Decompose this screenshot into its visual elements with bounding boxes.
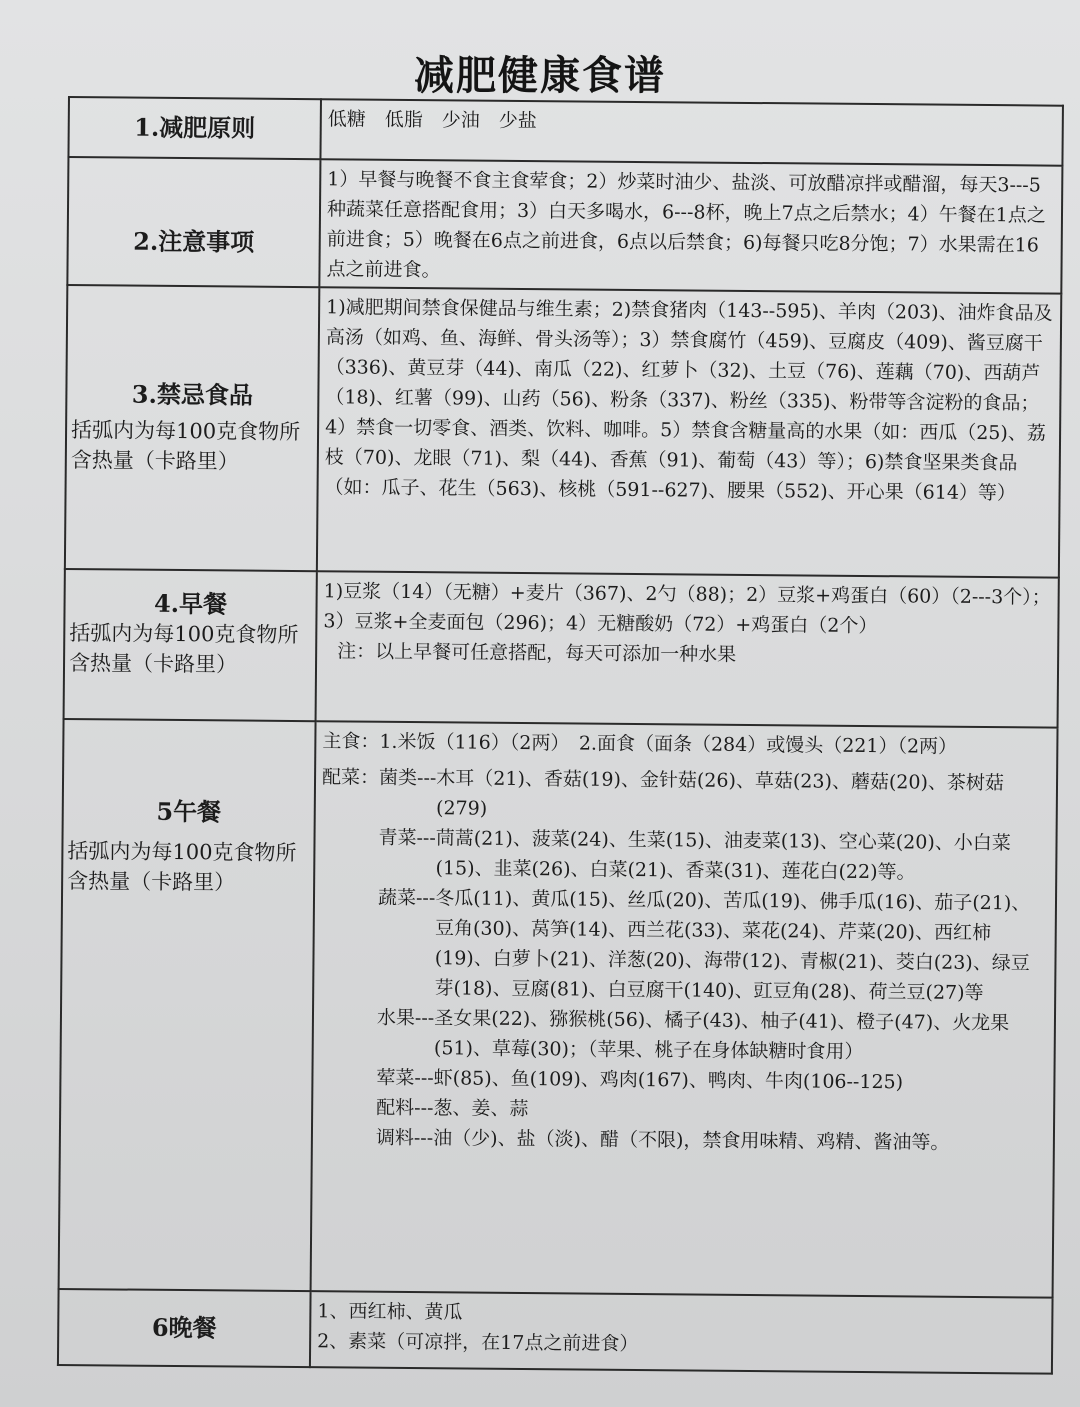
content-cell-forbidden [317, 287, 1061, 577]
label-cell-dinner [58, 1289, 311, 1367]
content-cell-principle [320, 99, 1062, 165]
content-cell-dinner [310, 1291, 1053, 1373]
forbidden-text: 1)减肥期间禁食保健品与维生素；2)禁食猪肉（143--595)、羊肉（203)、油炸食品及高汤（如鸡、鱼、海鲜、骨头汤等）；3）禁食腐竹（459)、豆腐皮（409)、酱豆腐干（336)、黄豆芽（44)、南瓜（22)、红萝卜（32)、土豆（76)、莲藕（70)、西葫芦（18)、红薯（99)、山药（56)、粉条（337)、粉丝（335)、粉带等含淀粉的食品；4）禁食一切零食、酒类、饮料、咖啡。5）禁食含糖量高的水果（如：西瓜（25)、荔枝（70)、龙眼（71)、梨（44)、香蕉（91)、葡萄（43）等）；6)禁食坚果类食品（如：瓜子、花生（563)、核桃（591--627)、腰果（552)、开心果（614）等） [324, 296, 1053, 505]
side-group-fruit [377, 1003, 1048, 1069]
content-cell-notes [319, 159, 1062, 293]
label-breakfast: 4.早餐 [153, 588, 228, 619]
side-group-greens [378, 823, 1049, 889]
side-group-fungi [379, 763, 1050, 829]
lunch-staple-label: 主食： [322, 730, 380, 753]
label-cell-lunch [59, 719, 316, 1291]
side-group-fungi-items: 木耳（21)、香菇(19)、金针菇(26)、草菇(23)、蘑菇(20)、茶树菇(279) [435, 767, 1005, 820]
label-notes: 2.注意事项 [133, 226, 255, 257]
lunch-side-label: 配菜： [321, 766, 380, 789]
content-cell-lunch [311, 721, 1058, 1297]
side-group-greens-name: 青菜--- [378, 826, 436, 850]
page-title: 减肥健康食谱 [414, 52, 666, 99]
row-notes [67, 157, 1062, 294]
label-cell-notes [67, 157, 320, 287]
recipe-table [57, 96, 1064, 1375]
note-forbidden: 括弧内为每100克食物所含热量（卡路里） [70, 418, 301, 474]
row-lunch [59, 719, 1058, 1298]
row-dinner [58, 1289, 1053, 1374]
side-group-meat-items: 虾(85)、鱼(109)、鸡肉(167)、鸭肉、牛肉(106--125) [433, 1067, 904, 1094]
dinner-line-2: 2、素菜（可凉拌，在17点之前进食） [317, 1330, 639, 1356]
label-principle: 1.减肥原则 [134, 112, 256, 143]
label-cell-forbidden [65, 285, 319, 571]
side-group-seasoning [376, 1123, 1047, 1159]
side-group-vegetables [377, 883, 1049, 1009]
dinner-line-1: 1、西红柿、黄瓜 [317, 1300, 463, 1324]
breakfast-line-2: 3）豆浆+全麦面包（296)；4）无糖酸奶（72）+鸡蛋白（2个） [323, 610, 878, 638]
lunch-staple [322, 726, 1050, 762]
side-group-vegetables-name: 蔬菜--- [377, 886, 436, 910]
label-cell-breakfast [64, 569, 317, 721]
side-group-fruit-name: 水果--- [376, 1006, 435, 1030]
breakfast-line-3: 注：以上早餐可任意搭配，每天可添加一种水果 [337, 640, 737, 666]
label-cell-principle [68, 97, 321, 159]
side-group-seasoning-items: 油（少)、盐（淡)、醋（不限)，禁食用味精、鸡精、酱油等。 [433, 1127, 950, 1154]
side-group-garnish-items: 葱、姜、蒜 [433, 1097, 529, 1121]
lunch-sides [319, 756, 1050, 1158]
note-lunch: 括弧内为每100克食物所含热量（卡路里） [67, 839, 297, 895]
notes-text: 1）早餐与晚餐不食主食荤食；2）炒菜时油少、盐淡、可放醋凉拌或醋溜，每天3---5种蔬菜任意搭配食用；3）白天多喝水，6---8杯，晚上7点之后禁水；4）午餐在1点之前进食；5）晚餐在6点之前进食，6点以后禁食；6)每餐只吃8分饱；7）水果需在16点之前进食。 [326, 168, 1046, 282]
lunch-staple-text: 1.米饭（116）（2两） 2.面食（面条（284）或馒头（221）（2两） [379, 730, 958, 758]
label-forbidden: 3.禁忌食品 [131, 379, 254, 410]
side-group-greens-items: 茼蒿(21)、菠菜(24)、生菜(15)、油麦菜(13)、空心菜(20)、小白菜(15)、韭菜(26)、白菜(21)、香菜(31)、莲花白(22)等。 [435, 827, 1011, 884]
principle-text: 低糖 低脂 少油 少盐 [327, 108, 537, 133]
row-forbidden [65, 285, 1061, 578]
side-group-meat-name: 荤菜--- [376, 1066, 434, 1090]
label-dinner: 6晚餐 [151, 1312, 217, 1343]
content-cell-breakfast [316, 571, 1059, 727]
breakfast-line-1: 1)豆浆（14）（无糖）+麦片（367)、2勺（88)；2）豆浆+鸡蛋白（60）（2---3个）； [323, 580, 1051, 609]
row-principle [68, 97, 1062, 166]
note-breakfast: 括弧内为每100克食物所含热量（卡路里） [68, 621, 299, 677]
side-group-fungi-name: 菌类--- [378, 766, 437, 790]
side-group-fruit-items: 圣女果(22)、猕猴桃(56)、橘子(43)、柚子(41)、橙子(47)、火龙果(51)、草莓(30)；（苹果、桃子在身体缺糖时食用） [433, 1007, 1010, 1063]
row-breakfast [64, 569, 1059, 728]
side-group-garnish-name: 配料--- [376, 1096, 434, 1120]
side-group-seasoning-name: 调料--- [375, 1126, 434, 1150]
side-group-vegetables-items: 冬瓜(11)、黄瓜(15)、丝瓜(20)、苦瓜(19)、佛手瓜(16)、茄子(21)、豆角(30)、莴笋(14)、西兰花(33)、菜花(24)、芹菜(20)、西红柿(19)、白萝卜(21)、洋葱(20)、海带(12)、青椒(21)、茭白(23)、绿豆芽(18)、豆腐(81)、白豆腐干(140)、豇豆角(28)、荷兰豆(27)等 [434, 887, 1031, 1005]
label-lunch: 5午餐 [156, 796, 222, 827]
